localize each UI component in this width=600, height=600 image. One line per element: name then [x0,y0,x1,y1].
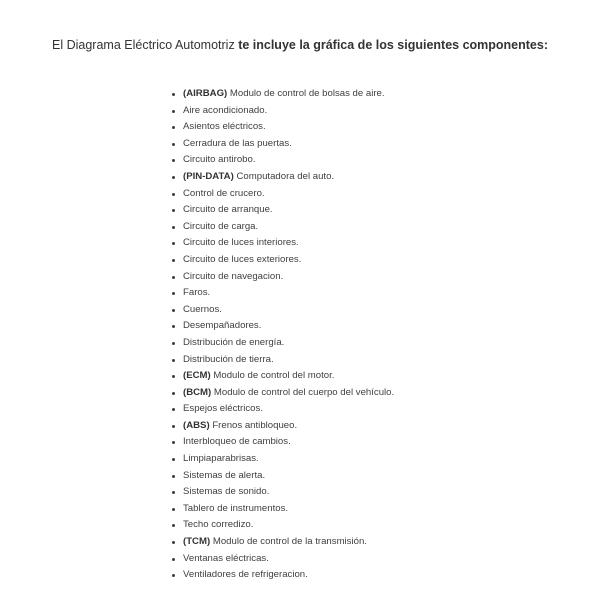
bullet-icon [172,143,175,146]
bullet-icon [172,325,175,328]
list-item-code: (ECM) [183,370,211,382]
bullet-icon [172,126,175,129]
list-item-text: Control de crucero. [183,187,265,199]
list-item [166,219,394,236]
list-item [166,285,394,302]
list-item [166,86,394,103]
bullet-icon [172,508,175,511]
list-item-text: Modulo de control del motor. [210,370,335,382]
list-item [166,434,394,451]
list-item-text: Sistemas de sonido. [183,486,270,498]
list-item-text: Techo corredizo. [183,519,254,531]
list-item-text: Computadora del auto. [233,170,335,182]
list-item-text: Distribución de energía. [183,336,285,348]
list-item [166,152,394,169]
list-item-text: Ventanas eléctricas. [183,552,269,564]
intro-heading [40,36,560,55]
intro-heading-bold: te incluye la gráfica de los siguientes componentes: [238,38,548,52]
list-item-code: (PIN-DATA) [183,170,234,182]
bullet-icon [172,110,175,113]
list-item-text: Espejos eléctricos. [183,403,263,415]
list-item [166,235,394,252]
list-item-code: (BCM) [183,386,212,398]
bullet-icon [172,193,175,196]
list-item [166,534,394,551]
list-item [166,418,394,435]
bullet-icon [172,425,175,428]
bullet-icon [172,475,175,478]
list-item [166,468,394,485]
component-list [166,86,394,584]
bullet-icon [172,209,175,212]
bullet-icon [172,375,175,378]
bullet-icon [172,524,175,527]
list-item [166,401,394,418]
list-item-text: Frenos antibloqueo. [209,419,298,431]
bullet-icon [172,259,175,262]
intro-heading-normal: El Diagrama Eléctrico Automotriz [52,38,239,52]
bullet-icon [172,541,175,544]
bullet-icon [172,392,175,395]
list-item [166,318,394,335]
list-item [166,119,394,136]
bullet-icon [172,408,175,411]
list-item-text: Circuito de carga. [183,220,259,232]
bullet-icon [172,242,175,245]
list-item-text: Modulo de control de la transmisión. [210,536,367,548]
list-item [166,103,394,120]
list-item-text: Cerradura de las puertas. [183,137,292,149]
bullet-icon [172,441,175,444]
list-item [166,352,394,369]
list-item-code: (AIRBAG) [183,88,228,99]
list-item-text: Circuito de arranque. [183,204,273,216]
list-item-text: Desempañadores. [183,320,262,332]
list-item [166,335,394,352]
list-item-code: (ABS) [183,419,210,431]
list-item [166,169,394,186]
list-item [166,302,394,319]
bullet-icon [172,292,175,295]
list-item [166,517,394,534]
list-item-text: Modulo de control de bolsas de aire. [227,88,385,99]
bullet-icon [172,276,175,279]
bullet-icon [172,159,175,162]
list-item-text: Sistemas de alerta. [183,469,266,481]
bullet-icon [172,93,175,96]
list-item-text: Interbloqueo de cambios. [183,436,291,448]
list-item-code: (TCM) [183,536,211,548]
list-item-text: Aire acondicionado. [183,104,268,116]
bullet-icon [172,458,175,461]
list-item [166,252,394,269]
list-item [166,501,394,518]
bullet-icon [172,226,175,229]
list-item-text: Faros. [183,287,211,299]
list-item [166,385,394,402]
bullet-icon [172,176,175,179]
list-item-text: Ventiladores de refrigeracion. [183,569,308,581]
list-item [166,451,394,468]
list-item [166,551,394,568]
list-item [166,186,394,203]
bullet-icon [172,558,175,561]
list-item-text: Circuito de navegacion. [183,270,284,282]
list-item-text: Tablero de instrumentos. [183,502,289,514]
list-item-text: Modulo de control del cuerpo del vehículo. [211,386,395,398]
bullet-icon [172,574,175,577]
list-item [166,136,394,153]
list-item-text: Distribución de tierra. [183,353,274,365]
bullet-icon [172,309,175,312]
list-item [166,202,394,219]
list-item-text: Limpiaparabrisas. [183,453,259,465]
list-item [166,368,394,385]
list-item [166,567,394,584]
bullet-icon [172,359,175,362]
bullet-icon [172,491,175,494]
list-item-text: Circuito de luces exteriores. [183,253,302,265]
bullet-icon [172,342,175,345]
list-item-text: Circuito antirobo. [183,154,256,166]
list-item-text: Circuito de luces interiores. [183,237,299,249]
list-item [166,269,394,286]
list-item-text: Cuernos. [183,303,222,315]
list-item [166,484,394,501]
list-item-text: Asientos eléctricos. [183,121,266,133]
